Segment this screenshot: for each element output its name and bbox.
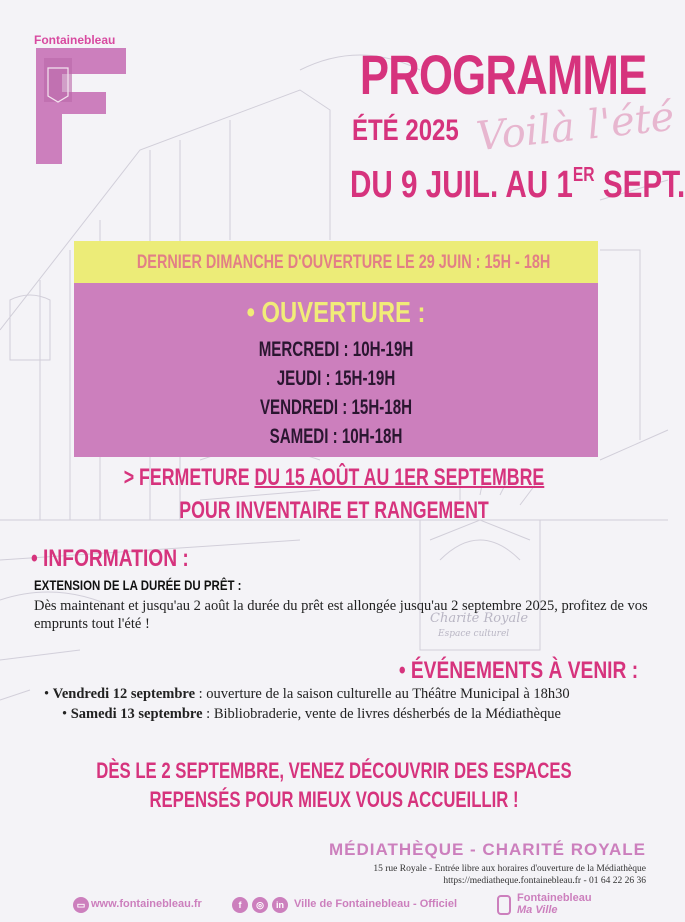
event-item: • Samedi 13 septembre : Bibliobraderie, vente de livres désherbés de la Médiathèque [62,706,561,722]
brand-wordmark: Fontainebleau [34,33,116,47]
social-handle[interactable]: Ville de Fontainebleau - Officiel [294,898,457,910]
hours-wednesday: MERCREDI : 10H-19H [258,338,414,361]
title-season: ÉTÉ 2025 [352,114,459,147]
hours-saturday: SAMEDI : 10H-18H [269,425,403,448]
title-dates: DU 9 JUIL. AU 1ER SEPT. [350,164,685,206]
fontainebleau-f-logo [36,48,126,164]
city-brand: Fontainebleau Ma Ville [517,892,592,916]
event-item: • Vendredi 12 septembre : ouverture de la saison culturelle au Théâtre Municipal à 18h30 [44,686,570,702]
last-sunday-text: DERNIER DIMANCHE D'OUVERTURE LE 29 JUIN : 15H - 18H [136,252,551,273]
svg-text:Charité Royale: Charité Royale [430,611,529,626]
footer-bar [0,890,668,922]
information-heading: • INFORMATION : [31,545,189,572]
facebook-icon[interactable]: f [232,897,248,913]
opening-hours-list [74,335,598,451]
title-script-tagline: Voilà l'été [474,93,677,161]
svg-text:Espace culturel: Espace culturel [438,629,510,639]
opening-hours-panel [74,283,598,457]
city-brand-icon [497,895,511,915]
venue-name: MÉDIATHÈQUE - CHARITÉ ROYALE [328,840,646,859]
events-heading: • ÉVÉNEMENTS À VENIR : [398,657,638,684]
venue-contact[interactable]: https://mediatheque.fontainebleau.fr - 01 64 22 26 36 [443,876,646,886]
venue-address: 15 rue Royale - Entrée libre aux horaires d'ouverture de la Médiathèque [373,864,646,874]
closure-dates: > FERMETURE DU 15 AOÛT AU 1ER SEPTEMBRE [123,464,545,491]
title-programme: PROGRAMME [359,43,646,106]
web-icon: ▭ [73,897,89,913]
linkedin-icon[interactable]: in [272,897,288,913]
cta-line-1: DÈS LE 2 SEPTEMBRE, VENEZ DÉCOUVRIR DES ESPACES [96,758,572,783]
closure-reason: POUR INVENTAIRE ET RANGEMENT [179,497,489,524]
cta-line-2: REPENSÉS POUR MIEUX VOUS ACCUEILLIR ! [149,787,519,812]
instagram-icon[interactable]: ◎ [252,897,268,913]
website-link[interactable]: www.fontainebleau.fr [91,898,202,910]
loan-extension-text: Dès maintenant et jusqu'au 2 août la durée du prêt est allongée jusqu'au 2 septembre 2025, profitez de vos emprunts tout l'été ! [34,598,648,632]
loan-extension-subheading: EXTENSION DE LA DURÉE DU PRÊT : [34,577,242,593]
hours-thursday: JEUDI : 15H-19H [276,367,396,390]
opening-heading: • OUVERTURE : [246,297,426,329]
last-sunday-notice [74,241,598,283]
hours-friday: VENDREDI : 15H-18H [259,396,413,419]
